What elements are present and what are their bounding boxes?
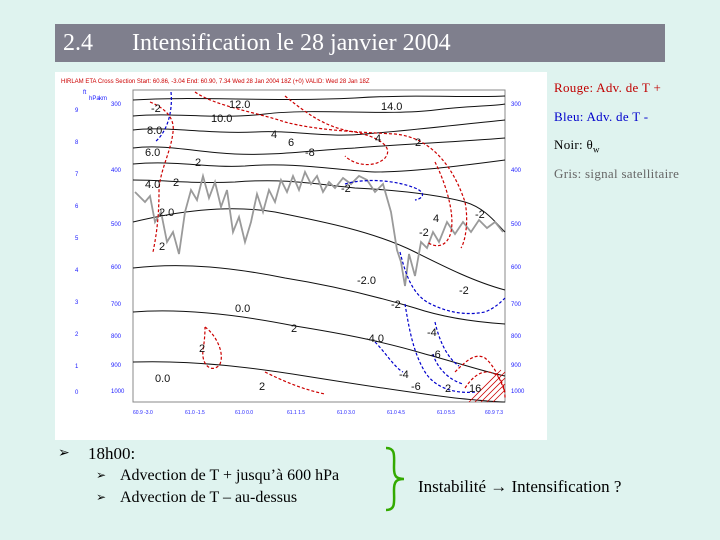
contour-label: 2	[159, 241, 166, 253]
contour-label: -4.0	[365, 333, 384, 345]
bullet-sub-1: Advection de T + jusqu’à 600 hPa	[120, 467, 340, 484]
axis-label-km: km	[99, 96, 107, 102]
legend-black-subscript: w	[593, 144, 600, 155]
contour-label: 12.0	[229, 99, 251, 111]
hpa-tick: 800	[111, 334, 122, 340]
right-brace-icon	[380, 446, 410, 512]
contour-label: -2	[459, 285, 469, 297]
hpa-tick-right: 600	[511, 265, 522, 271]
km-tick: 7	[75, 172, 79, 178]
hpa-tick: 300	[111, 102, 122, 108]
contour-label: 6.0	[145, 147, 161, 159]
contour-label: 2	[173, 177, 180, 189]
hpa-tick: 1000	[111, 389, 125, 395]
contour-label: 2	[291, 323, 298, 335]
hpa-tick: 400	[111, 168, 122, 174]
contour-label: 6	[288, 137, 295, 149]
figure-caption: HIRLAM ETA Cross Section Start: 60.86, -3.04 End: 60.90, 7.34 Wed 28 Jan 2004 18Z (+0) VALID: Wed 28 Jan 18Z	[61, 79, 370, 85]
bottom-axis	[133, 410, 503, 416]
bottom-tick: 61.0 -1.5	[185, 410, 205, 416]
slide-number: 2.4	[63, 30, 93, 56]
contour-label: 0.0	[155, 373, 171, 385]
contour-label: -6	[411, 381, 421, 393]
contour-label: 16	[469, 383, 482, 395]
contour-label: -4	[399, 369, 409, 381]
axis-label-hpa: hPa	[89, 96, 100, 102]
contour-label: 2	[445, 383, 452, 395]
bullet-sub-2: Advection de T – au-dessus	[120, 489, 298, 506]
conclusion-text: Instabilité → Intensification ?	[418, 477, 622, 496]
contour-label: 14.0	[381, 101, 403, 113]
title-bar	[55, 24, 665, 62]
hpa-tick-right: 700	[511, 302, 522, 308]
contour-label: 2	[259, 381, 266, 393]
km-tick: 1	[75, 364, 79, 370]
hpa-tick-right: 800	[511, 334, 522, 340]
km-tick: 0	[75, 390, 79, 396]
km-tick: 9	[75, 108, 79, 114]
contour-label: 0.0	[235, 303, 251, 315]
contour-label: 2.0	[159, 207, 175, 219]
arrow-bullet-icon: ➢	[96, 468, 107, 482]
km-tick: 3	[75, 300, 79, 306]
hpa-tick-right: 900	[511, 363, 522, 369]
bullet-main: 18h00:	[88, 444, 136, 463]
contour-label: 4	[271, 129, 278, 141]
hpa-tick: 900	[111, 363, 122, 369]
contour-label: -2	[419, 227, 429, 239]
left-km-axis	[75, 108, 79, 396]
contour-label: 4.0	[145, 179, 161, 191]
legend-gray: Gris: signal satellitaire	[554, 166, 680, 181]
hpa-tick: 600	[111, 265, 122, 271]
legend-black	[554, 137, 600, 155]
km-tick: 6	[75, 204, 79, 210]
contour-label: -2.0	[357, 275, 376, 287]
hpa-tick-right: 400	[511, 168, 522, 174]
cross-section-figure	[55, 72, 547, 440]
axis-label-ft: ft	[83, 90, 87, 96]
contour-label: -2	[391, 299, 401, 311]
contour-label: -6	[431, 349, 441, 361]
contour-label: -2	[151, 103, 161, 115]
contour-label: -2	[475, 209, 485, 221]
hpa-tick-right: 300	[511, 102, 522, 108]
contour-label: 2	[199, 343, 206, 355]
legend-red: Rouge: Adv. de T +	[554, 80, 662, 95]
contour-label: -4	[427, 327, 437, 339]
arrow-bullet-icon: ➢	[58, 446, 70, 461]
contour-label: 4	[375, 133, 382, 145]
km-tick: 5	[75, 236, 79, 242]
bottom-tick: 61.0 3.0	[337, 410, 356, 416]
hpa-tick-right: 1000	[511, 389, 525, 395]
slide-title: Intensification le 28 janvier 2004	[132, 30, 451, 56]
legend-blue: Bleu: Adv. de T -	[554, 109, 649, 124]
contour-label: 8.0	[147, 125, 163, 137]
left-hpa-axis	[111, 102, 125, 395]
arrow-bullet-icon: ➢	[96, 490, 107, 504]
km-tick: 2	[75, 332, 79, 338]
hpa-tick-right: 500	[511, 222, 522, 228]
contour-label: 4	[433, 213, 440, 225]
km-tick: 8	[75, 140, 79, 146]
bottom-tick: 60.9 7.3	[485, 410, 504, 416]
bottom-tick: 60.9 -3.0	[133, 410, 153, 416]
km-tick: 4	[75, 268, 79, 274]
hpa-tick: 500	[111, 222, 122, 228]
plot-frame	[133, 90, 505, 402]
contour-label: 2	[415, 137, 422, 149]
contour-label: 2	[195, 157, 202, 169]
legend-black-label: Noir: θ	[554, 137, 594, 152]
contour-label: -2	[341, 183, 351, 195]
right-hpa-axis	[511, 102, 525, 395]
bottom-tick: 61.0 4.5	[387, 410, 406, 416]
bottom-tick: 61.0 5.5	[437, 410, 456, 416]
bottom-tick: 61.0 0.0	[235, 410, 254, 416]
hpa-tick: 700	[111, 302, 122, 308]
contour-label: 10.0	[211, 113, 233, 125]
cross-section-plot	[55, 72, 547, 440]
bottom-tick: 61.1 1.5	[287, 410, 306, 416]
contour-label: -8	[305, 147, 315, 159]
